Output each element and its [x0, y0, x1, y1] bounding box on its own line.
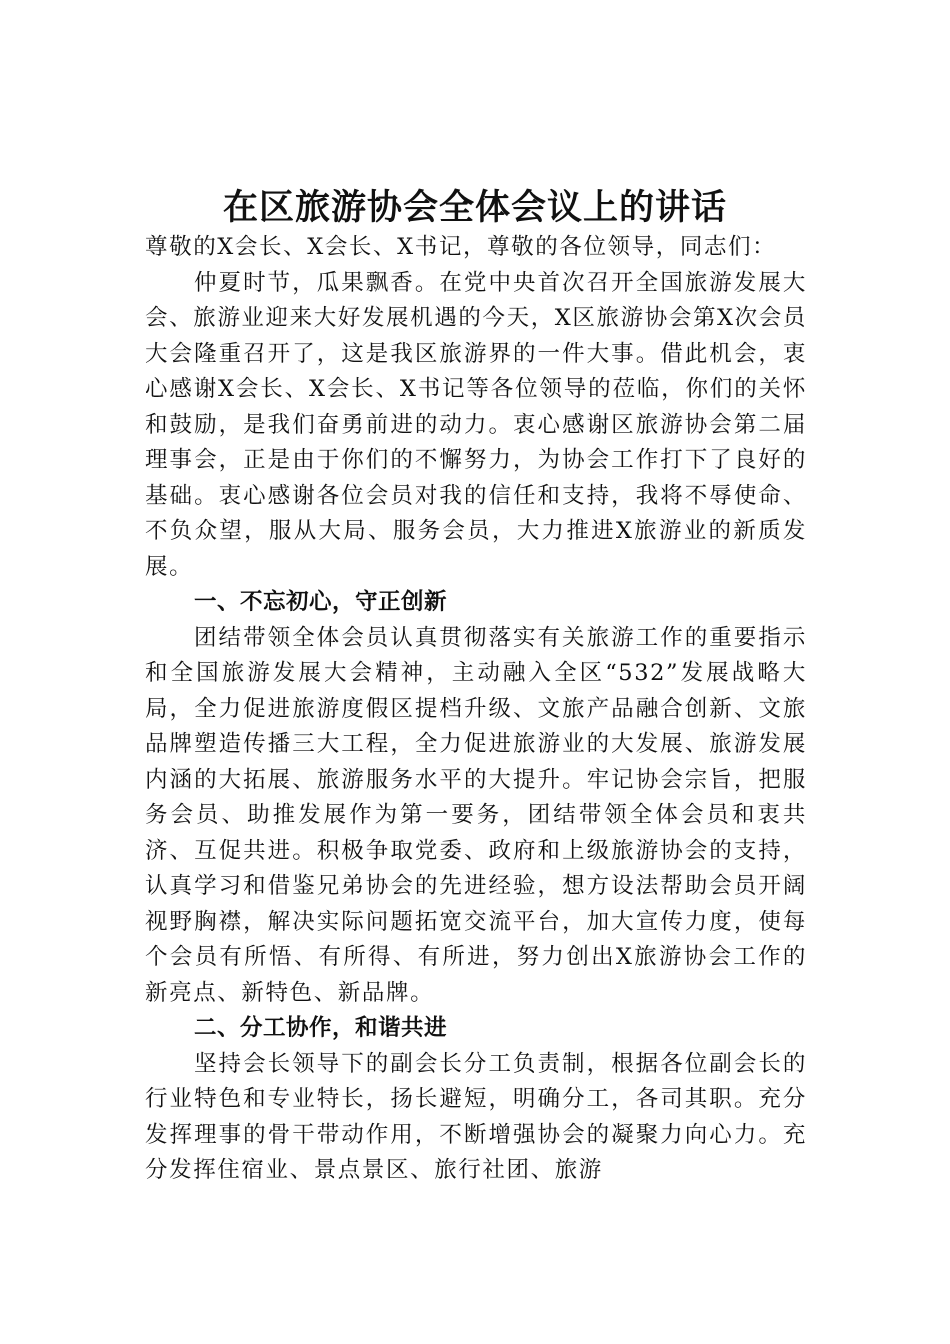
- section-1-heading: 一、不忘初心，守正创新: [194, 589, 448, 615]
- section-1-paragraph: 团结带领全体会员认真贯彻落实有关旅游工作的重要指示和全国旅游发展大会精神，主动融入全区“532”发展战略大局，全力促进旅游度假区提档升级、文旅产品融合创新、文旅品牌塑造传播三大工程，全力促进旅游业的大发展、旅游发展内涵的大拓展、旅游服务水平的大提升。牢记协会宗旨，把服务会员、助推发展作为第一要务，团结带领全体会员和衷共济、互促共进。积极争取党委、政府和上级旅游协会的支持，认真学习和借鉴兄弟协会的先进经验，想方设法帮助会员开阔视野胸襟，解决实际问题拓宽交流平台，加大宣传力度，使每个会员有所悟、有所得、有所进，努力创出X旅游协会工作的新亮点、新特色、新品牌。: [145, 624, 807, 1006]
- section-2-paragraph: 坚持会长领导下的副会长分工负责制，根据各位副会长的行业特色和专业特长，扬长避短，明确分工，各司其职。充分发挥理事的骨干带动作用，不断增强协会的凝聚力向心力。充分发挥住宿业、景点景区、旅行社团、旅游: [145, 1050, 807, 1183]
- intro-paragraph: 仲夏时节，瓜果飘香。在党中央首次召开全国旅游发展大会、旅游业迎来大好发展机遇的今天，X区旅游协会第X次会员大会隆重召开了，这是我区旅游界的一件大事。借此机会，衷心感谢X会长、X会长、X书记等各位领导的莅临，你们的关怀和鼓励，是我们奋勇前进的动力。衷心感谢区旅游协会第二届理事会，正是由于你们的不懈努力，为协会工作打下了良好的基础。衷心感谢各位会员对我的信任和支持，我将不辱使命、不负众望，服从大局、服务会员，大力推进X旅游业的新质发展。: [145, 269, 807, 580]
- document-title: 在区旅游协会全体会议上的讲话: [222, 187, 727, 229]
- section-2-heading: 二、分工协作，和谐共进: [194, 1015, 448, 1041]
- document-body: [145, 230, 807, 1189]
- salutation: 尊敬的X会长、X会长、X书记，尊敬的各位领导，同志们：: [145, 234, 777, 260]
